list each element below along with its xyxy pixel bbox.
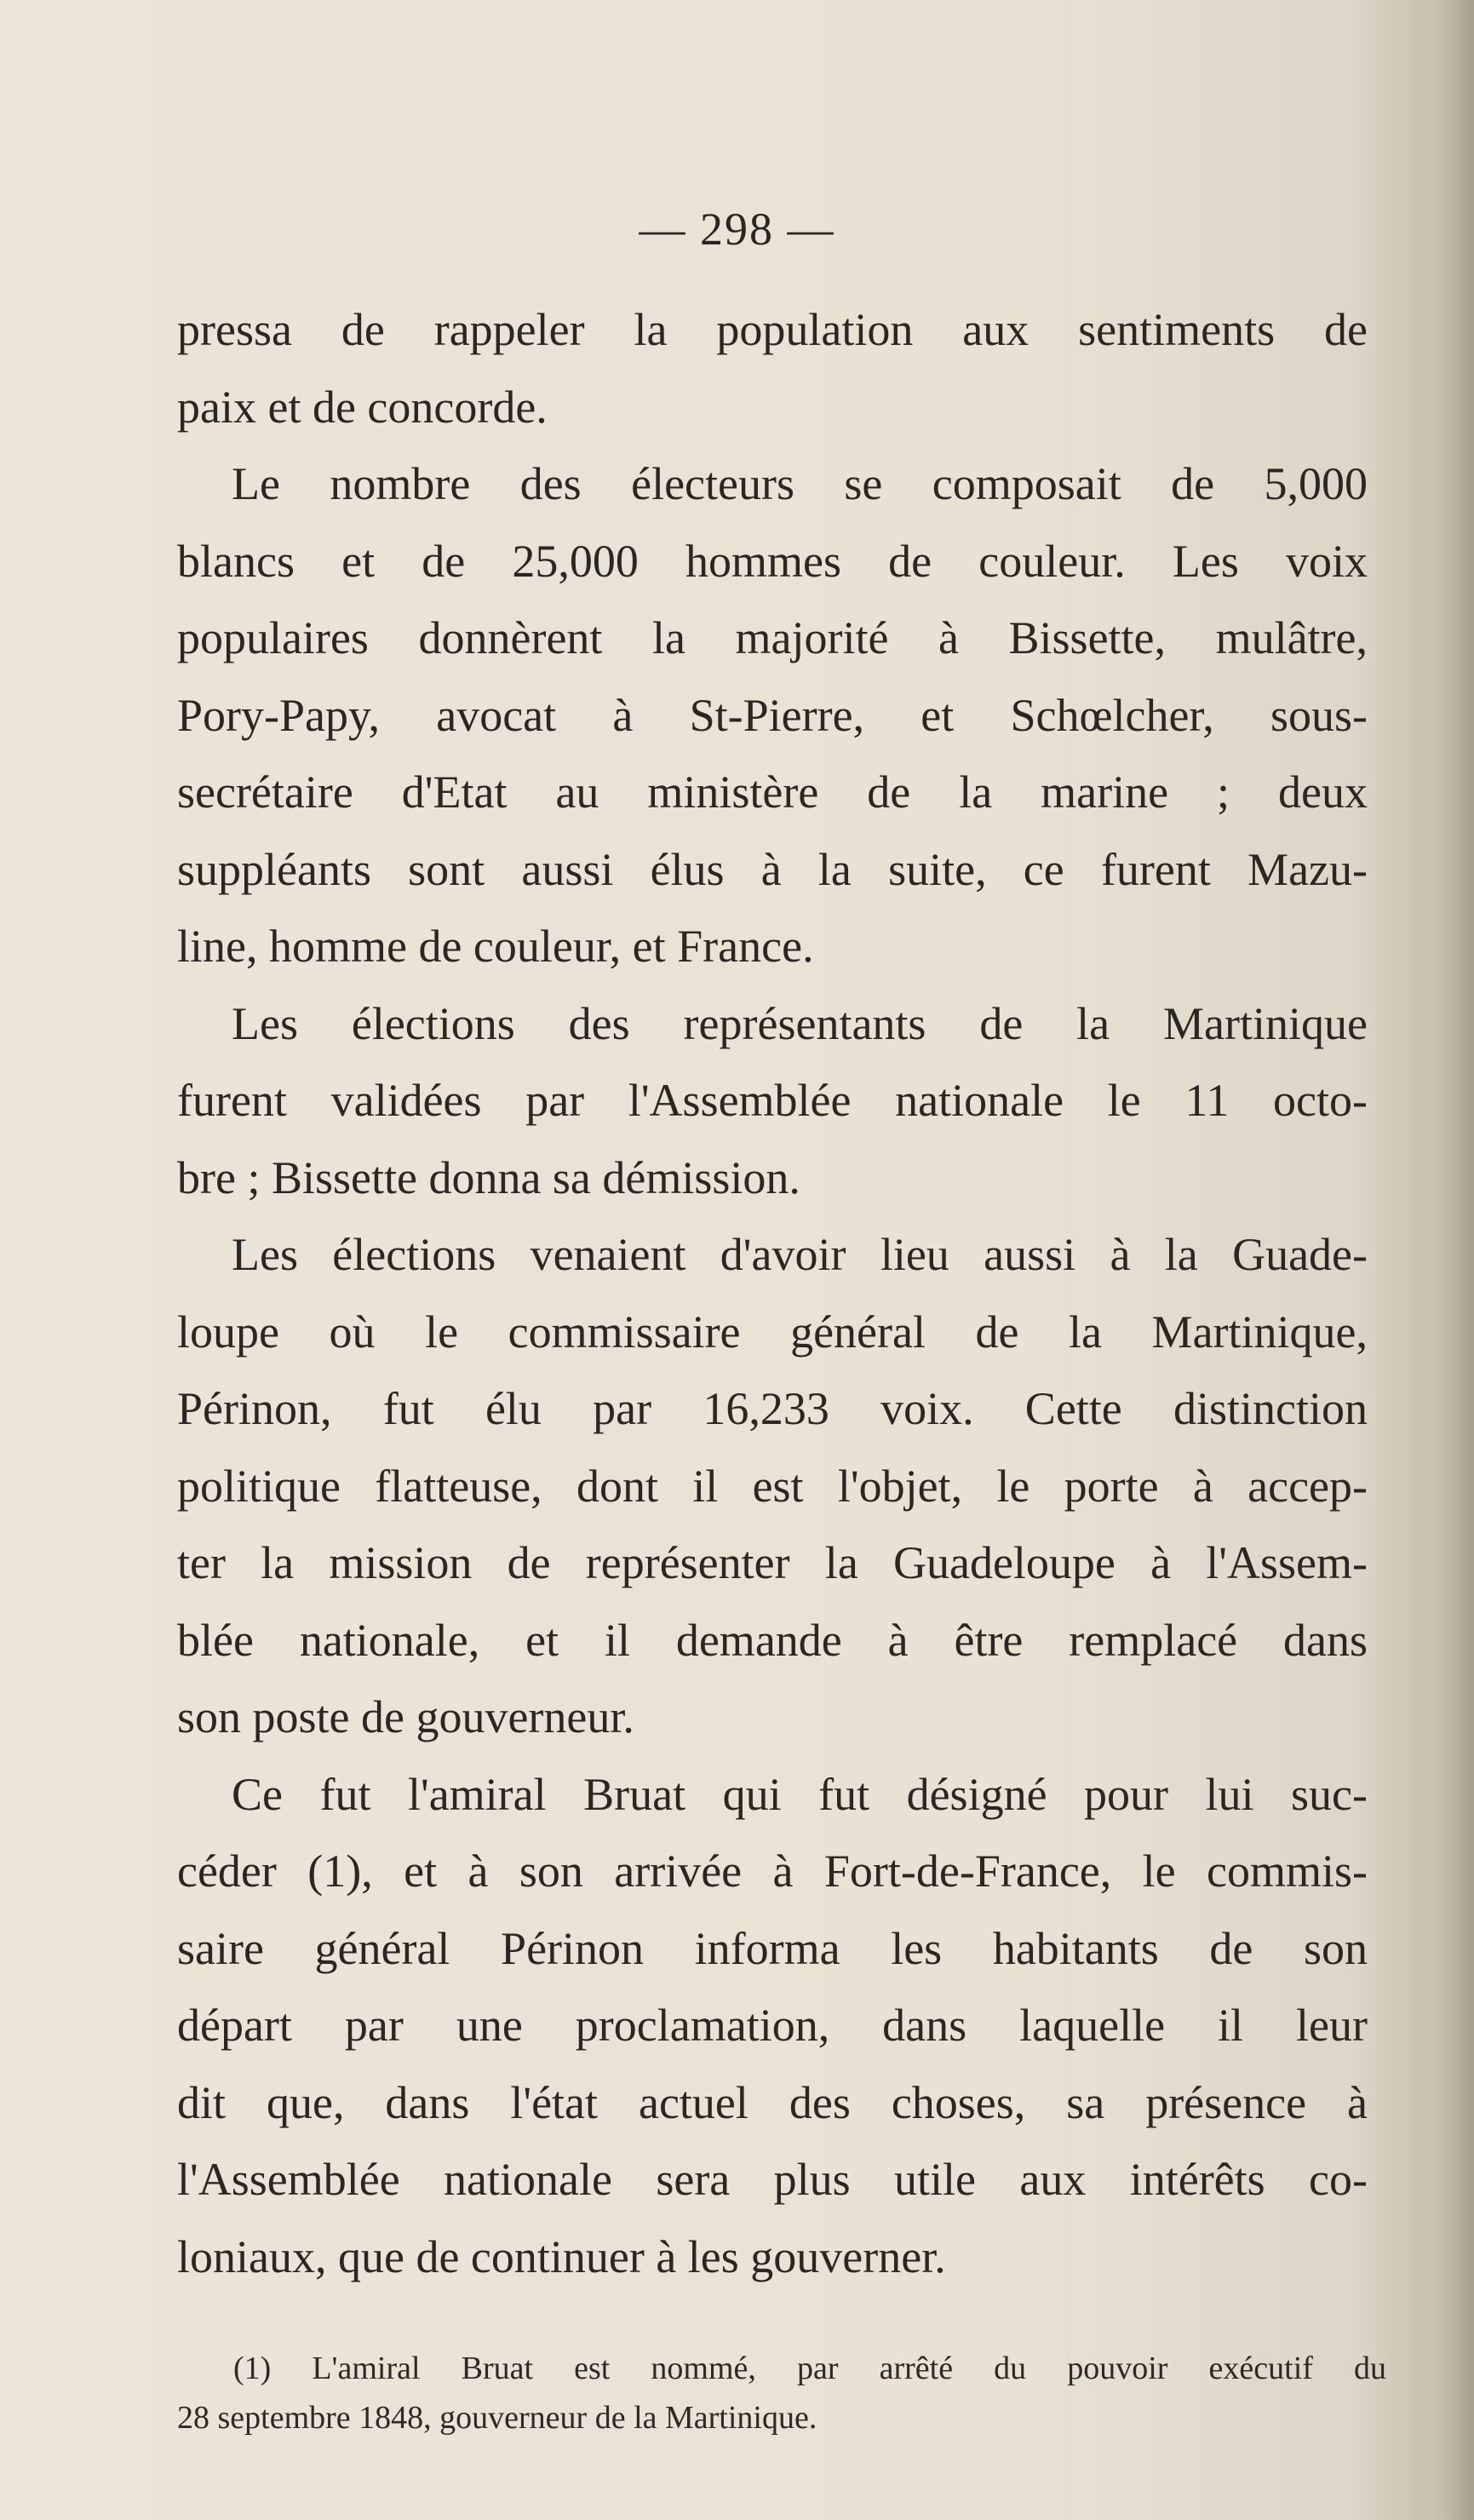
text-line: blée nationale, et il demande à être remplacé dans	[177, 1614, 1368, 1666]
text-line: son poste de gouverneur.	[177, 1691, 634, 1742]
text-line: l'Assemblée nationale sera plus utile aux intérêts co-	[177, 2154, 1368, 2205]
text-line: ter la mission de représenter la Guadeloupe à l'Assem-	[177, 1537, 1368, 1588]
page-number: — 298 —	[639, 204, 835, 255]
text-line: politique flatteuse, dont il est l'objet, le porte à accep-	[177, 1460, 1368, 1512]
text-line: Pory-Papy, avocat à St-Pierre, et Schœlcher, sous-	[177, 689, 1368, 741]
body-text	[177, 291, 1368, 2295]
footnote-line: 28 septembre 1848, gouverneur de la Martinique.	[177, 2400, 817, 2436]
text-line: saire général Périnon informa les habitants de son	[177, 1922, 1368, 1974]
text-line: blancs et de 25,000 hommes de couleur. Les voix	[177, 535, 1368, 587]
text-line: bre ; Bissette donna sa démission.	[177, 1151, 800, 1203]
footnote-line: (1) L'amiral Bruat est nommé, par arrêté du pouvoir exécutif du	[233, 2351, 1386, 2386]
text-line: suppléants sont aussi élus à la suite, ce furent Mazu-	[177, 843, 1368, 895]
text-line: Ce fut l'amiral Bruat qui fut désigné pour lui suc-	[232, 1768, 1368, 1820]
text-line: Les élections venaient d'avoir lieu aussi à la Guade-	[232, 1229, 1368, 1280]
text-line: secrétaire d'Etat au ministère de la marine ; deux	[177, 766, 1368, 818]
text-line: populaires donnèrent la majorité à Bissette, mulâtre,	[177, 612, 1368, 663]
text-line: départ par une proclamation, dans laquelle il leur	[177, 2000, 1368, 2051]
page-edge-shadow	[1445, 0, 1474, 2520]
text-line: pressa de rappeler la population aux sentiments de	[177, 304, 1368, 355]
text-line: Le nombre des électeurs se composait de 5,000	[232, 458, 1368, 509]
text-line: paix et de concorde.	[177, 381, 548, 433]
text-line: Périnon, fut élu par 16,233 voix. Cette distinction	[177, 1383, 1368, 1434]
text-line: furent validées par l'Assemblée nationale le 11 octo-	[177, 1075, 1368, 1126]
footnote	[177, 2344, 1386, 2443]
text-line: line, homme de couleur, et France.	[177, 921, 814, 972]
text-line: loniaux, que de continuer à les gouverner.	[177, 2230, 946, 2282]
text-line: dit que, dans l'état actuel des choses, sa présence à	[177, 2076, 1368, 2128]
text-line: loupe où le commissaire général de la Martinique,	[177, 1306, 1368, 1358]
text-line: Les élections des représentants de la Martinique	[232, 997, 1368, 1049]
text-line: céder (1), et à son arrivée à Fort-de-France, le commis-	[177, 1846, 1368, 1897]
